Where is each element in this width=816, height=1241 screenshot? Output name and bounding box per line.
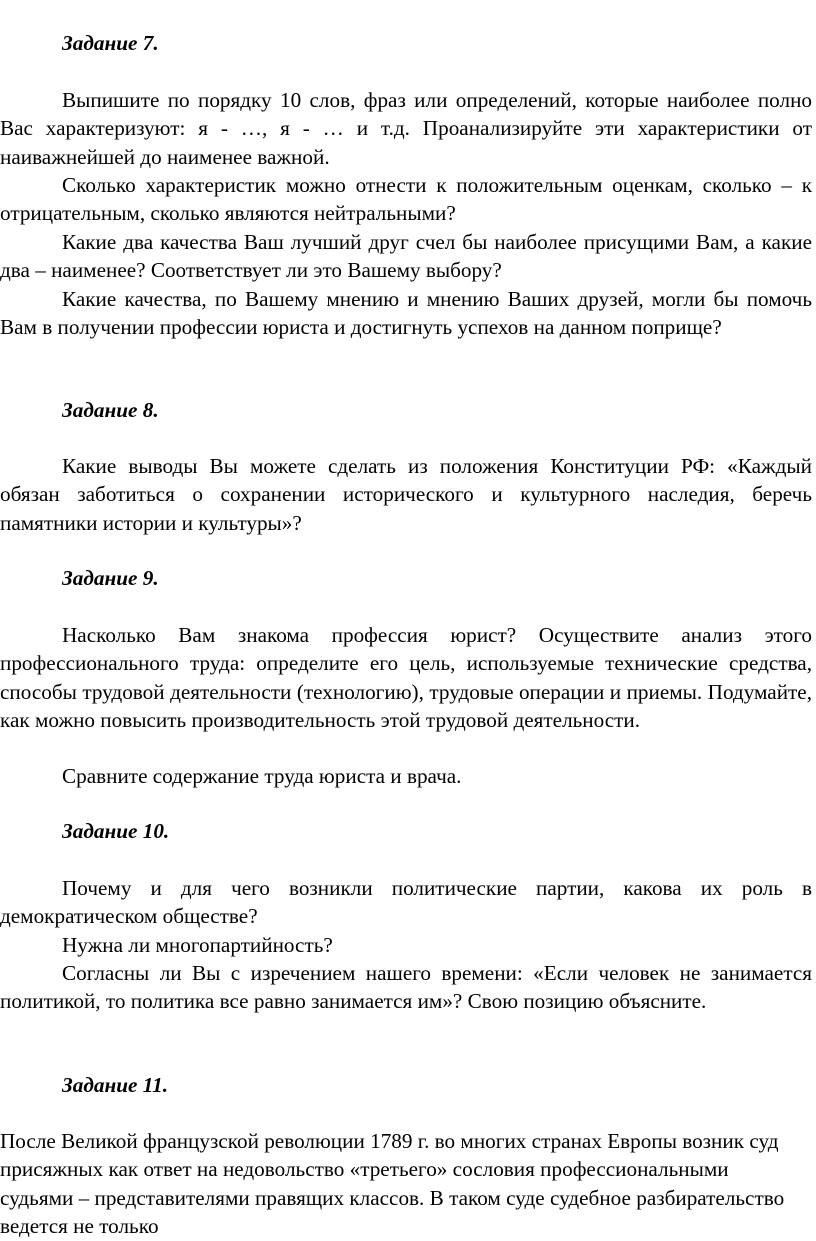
task-10-paragraph-3: Согласны ли Вы с изречением нашего времени: «Если человек не занимается политикой, то политика все равно занимается им»? Свою позицию объясните. [0,961,812,1014]
task-9-paragraph-2: Сравните содержание труда юриста и врача. [62,764,462,788]
task-7-paragraph-4: Какие качества, по Вашему мнению и мнению Ваших друзей, могли бы помочь Вам в получении профессии юриста и достигнуть успехов на данном поприще? [0,287,812,340]
task-10-paragraph-1: Почему и для чего возникли политические партии, какова их роль в демократическом обществе? [0,876,812,929]
task-8-heading: Задание 8. [62,398,159,422]
task-7-paragraph-3: Какие два качества Ваш лучший друг счел бы наиболее присущими Вам, а какие два – наименее? Соответствует ли это Вашему выбору? [0,230,812,283]
task-11-paragraph-1: После Великой французской революции 1789 г. во многих странах Европы возник суд присяжных как ответ на недовольство «третьего» сословия профессиональными судьями – представителями правящих классов. В таком суде судебное разбирательство ведется не только [0,1129,785,1239]
task-11-heading: Задание 11. [62,1073,169,1097]
task-7-heading: Задание 7. [62,31,159,55]
task-10-heading: Задание 10. [62,819,170,843]
task-7-paragraph-1: Выпишите по порядку 10 слов, фраз или определений, которые наиболее полно Вас характеризуют: я - …, я - … и т.д. Проанализируйте эти характеристики от наиважнейшей до наименее важной. [0,88,812,169]
task-8-paragraph-1: Какие выводы Вы можете сделать из положения Конституции РФ: «Каждый обязан заботиться о сохранении исторического и культурного наследия, беречь памятники истории и культуры»? [0,454,812,535]
task-9-paragraph-1: Насколько Вам знакома профессия юрист? Осуществите анализ этого профессионального труда: определите его цель, используемые технические средства, способы трудовой деятельности (технологию), трудовые операции и приемы. Подумайте, как можно повысить производительность этой трудовой деятельности. [0,623,812,733]
task-9-heading: Задание 9. [62,566,159,590]
task-10-paragraph-2: Нужна ли многопартийность? [62,933,333,957]
task-7-paragraph-2: Сколько характеристик можно отнести к положительным оценкам, сколько – к отрицательным, сколько являются нейтральными? [0,173,812,226]
